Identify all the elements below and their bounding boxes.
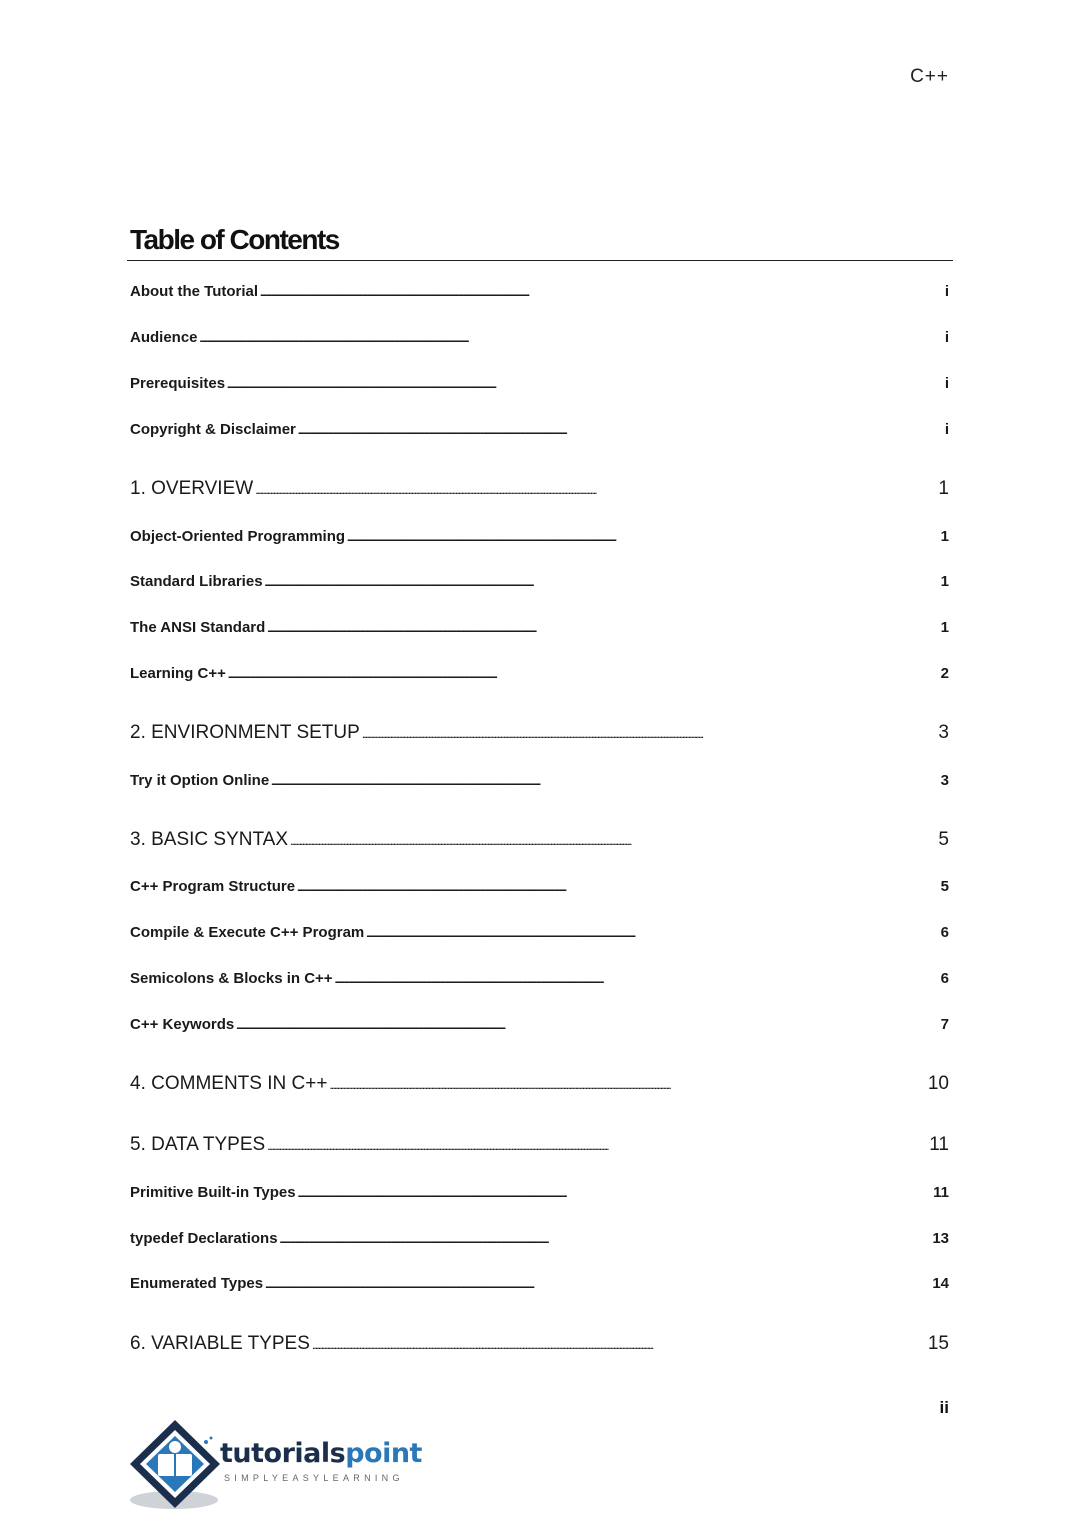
toc-chapter-title: 6. VARIABLE TYPES — [130, 1333, 310, 1354]
toc-entry[interactable] — [130, 924, 949, 941]
toc-chapter[interactable] — [130, 478, 949, 500]
dot-leader — [260, 288, 943, 299]
logo-wordmark — [220, 1438, 422, 1469]
dot-leader — [347, 533, 939, 544]
dot-leader — [298, 426, 943, 437]
dot-leader — [200, 334, 943, 345]
toc-entry[interactable] — [130, 528, 949, 545]
toc-entry-page: 6 — [940, 970, 949, 987]
logo-word-part2: point — [345, 1438, 422, 1469]
toc-chapter[interactable] — [130, 1333, 949, 1355]
toc-entry-page: 3 — [940, 772, 949, 789]
toc-entry-title: The ANSI Standard — [130, 619, 266, 636]
toc-entry-page: 2 — [940, 665, 949, 682]
toc-entry-page: i — [944, 375, 949, 392]
toc-entry-title: Semicolons & Blocks in C++ — [130, 970, 333, 987]
toc-entry-title: C++ Keywords — [130, 1016, 235, 1033]
dot-leader — [228, 670, 939, 681]
dot-leader — [290, 834, 936, 848]
toc-entry-title: Learning C++ — [130, 665, 226, 682]
dot-leader — [329, 1078, 925, 1092]
toc-entry-page: i — [944, 283, 949, 300]
toc-chapter-page: 3 — [938, 722, 949, 743]
toc-chapter[interactable] — [130, 829, 949, 851]
toc-entry[interactable] — [130, 970, 949, 987]
toc-entry[interactable] — [130, 1230, 949, 1247]
toc-entry[interactable] — [130, 1275, 949, 1292]
toc-chapter-page: 15 — [927, 1333, 949, 1354]
dot-leader — [265, 578, 939, 589]
logo-tagline: SIMPLYEASYLEARNING — [224, 1473, 404, 1483]
toc-chapter[interactable] — [130, 1073, 949, 1095]
toc-entry-page: 1 — [940, 528, 949, 545]
toc-entry-title: Primitive Built-in Types — [130, 1184, 296, 1201]
dot-leader — [335, 975, 939, 986]
toc-entry[interactable] — [130, 329, 949, 346]
dot-leader — [236, 1021, 938, 1032]
toc-chapter-page: 11 — [929, 1134, 949, 1155]
toc-entry-title: Compile & Execute C++ Program — [130, 924, 365, 941]
toc-entry-title: About the Tutorial — [130, 283, 259, 300]
toc-entry[interactable] — [130, 375, 949, 392]
toc-entry-title: Copyright & Disclaimer — [130, 421, 296, 438]
toc-entry-title: Prerequisites — [130, 375, 226, 392]
logo-word-part1: tutorials — [220, 1438, 346, 1469]
toc-entry-title: Enumerated Types — [130, 1275, 264, 1292]
page-number: ii — [939, 1398, 949, 1417]
toc-chapter[interactable] — [130, 722, 949, 744]
toc-entry-page: 5 — [940, 878, 949, 895]
toc-entry-page: i — [944, 421, 949, 438]
toc-chapter-page: 1 — [938, 478, 949, 499]
toc-entry-page: i — [944, 329, 949, 346]
toc-entry-page: 1 — [940, 573, 949, 590]
tutorialspoint-logo — [128, 1416, 468, 1516]
toc-chapter-title: 5. DATA TYPES — [130, 1134, 266, 1155]
toc-entry-title: Standard Libraries — [130, 573, 263, 590]
toc-chapter-title: 2. ENVIRONMENT SETUP — [130, 722, 360, 743]
logo-emblem-icon — [128, 1416, 228, 1516]
dot-leader — [271, 777, 938, 788]
toc-entry[interactable] — [130, 665, 949, 682]
toc-chapter-page: 10 — [927, 1073, 949, 1094]
toc-entry-page: 13 — [932, 1230, 949, 1247]
toc-entry[interactable] — [130, 573, 949, 590]
toc-entry[interactable] — [130, 1184, 949, 1201]
toc-chapter-title: 3. BASIC SYNTAX — [130, 829, 289, 850]
toc-entry-title: typedef Declarations — [130, 1230, 278, 1247]
toc-entry[interactable] — [130, 619, 949, 636]
toc-entry-page: 7 — [940, 1016, 949, 1033]
dot-leader — [312, 1338, 926, 1352]
toc-entry-title: C++ Program Structure — [130, 878, 296, 895]
toc-entry[interactable] — [130, 283, 949, 300]
toc-entry-page: 6 — [940, 924, 949, 941]
toc-entry[interactable] — [130, 421, 949, 438]
toc-entry-page: 14 — [932, 1275, 949, 1292]
dot-leader — [280, 1235, 931, 1246]
toc-chapter-title: 1. OVERVIEW — [130, 478, 254, 499]
dot-leader — [362, 727, 937, 741]
dot-leader — [267, 1139, 927, 1153]
dot-leader — [255, 483, 936, 497]
toc-chapter[interactable] — [130, 1134, 949, 1156]
dot-leader — [267, 624, 938, 635]
dot-leader — [227, 380, 943, 391]
toc-title: Table of Contents — [130, 224, 339, 255]
toc-entry[interactable] — [130, 878, 949, 895]
toc-entry-title: Object-Oriented Programming — [130, 528, 346, 545]
title-divider — [127, 260, 953, 261]
dot-leader — [298, 1189, 932, 1200]
dot-leader — [366, 929, 938, 940]
dot-leader — [265, 1280, 930, 1291]
toc-entry-page: 11 — [933, 1184, 949, 1201]
document-label: C++ — [910, 66, 949, 87]
toc-chapter-title: 4. COMMENTS IN C++ — [130, 1073, 328, 1094]
toc-entry-title: Audience — [130, 329, 198, 346]
dot-leader — [297, 883, 939, 894]
toc-chapter-page: 5 — [938, 829, 949, 850]
toc-entry-page: 1 — [940, 619, 949, 636]
toc-entry[interactable] — [130, 772, 949, 789]
toc-entry-title: Try it Option Online — [130, 772, 270, 789]
toc-entry[interactable] — [130, 1016, 949, 1033]
